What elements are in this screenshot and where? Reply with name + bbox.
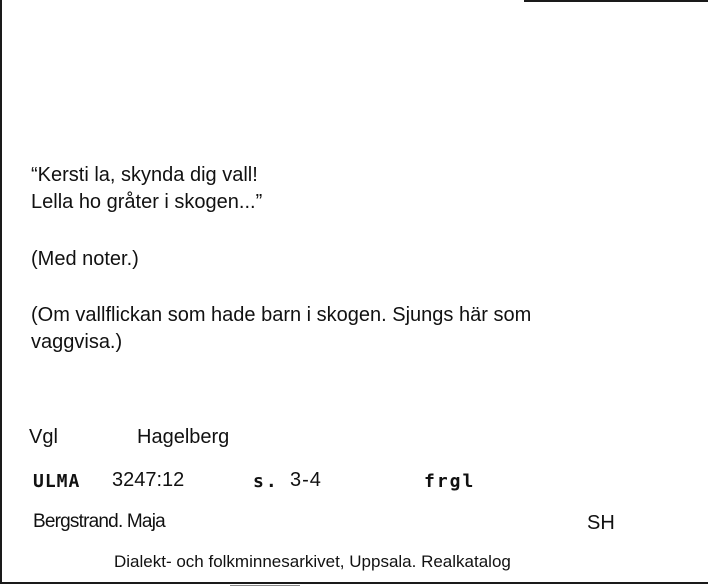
type-code: frgl [424,471,476,492]
song-line-1: “Kersti la, skynda dig vall! [31,164,258,186]
page-range: 3-4 [290,469,322,491]
page-prefix: s. [253,471,279,492]
card-top-edge [524,0,708,2]
description-line-2: vaggvisa.) [31,331,123,353]
card-bottom-edge [0,582,708,584]
description-line-1: (Om vallflickan som hade barn i skogen. Sjungs här som [31,304,532,326]
region-code: Vgl [29,426,58,448]
archive-number: 3247:12 [112,469,185,491]
song-line-2: Lella ho gråter i skogen...” [31,191,263,213]
informant-name: Bergstrand. Maja [33,511,165,532]
archive-footer: Dialekt- och folkminnesarkivet, Uppsala. Realkatalog [114,552,511,571]
notes-remark: (Med noter.) [31,248,139,270]
archive-code: ULMA [33,471,81,492]
recorder-initials: SH [587,512,615,534]
card-left-edge [0,0,2,583]
card-bottom-mark [230,585,300,586]
parish-name: Hagelberg [137,426,230,448]
